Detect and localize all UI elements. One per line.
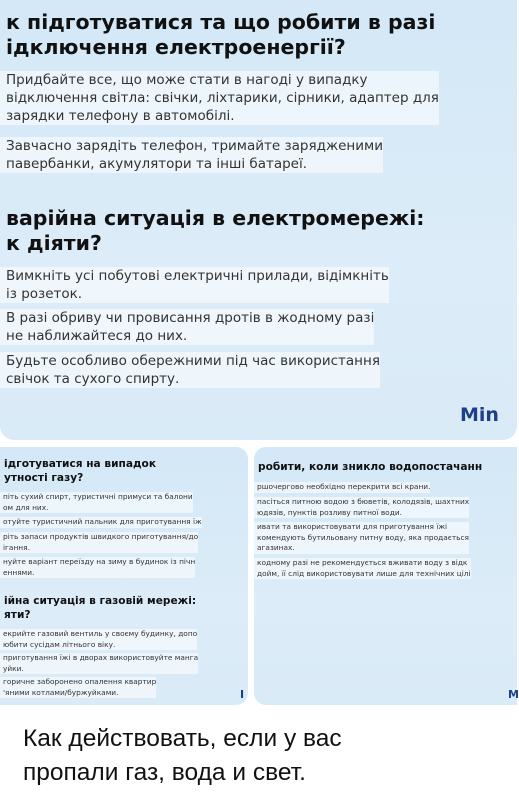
gas-prep-heading-line1: ідготуватися на випадок [4, 458, 157, 470]
grid-emergency-heading-line1: варійна ситуація в електромережі: [6, 206, 425, 230]
tip-candle-safety: Будьте особливо обережними під час використання свічок та сухого спирту. [0, 352, 380, 388]
tip-food-stock: ріть запаси продуктів швидкого приготування/до ігання. [0, 532, 198, 553]
tip-buy-supplies: Придбайте все, що може стати в нагоді у випадку відключення світла: свічки, ліхтарики, сірники, адаптер для зарядки телефону в автомобілі. [0, 71, 439, 125]
gas-emergency-heading-line2: яти? [4, 609, 31, 621]
brand-logo-text: Min [460, 404, 499, 426]
brand-logo-text: I [240, 688, 245, 701]
tip-close-taps: ршочергово необхідно перекрити всі крани. [254, 482, 430, 493]
gas-outage-infographic [0, 447, 248, 705]
outage-prep-heading-line1: к підготуватися та що робити в разі [6, 10, 436, 34]
brand-logo-text: M [508, 688, 519, 701]
gas-emergency-heading-line1: ійна ситуація в газовій мережі: [4, 595, 197, 607]
tip-avoid-wires: В разі обриву чи провисання дротів в жодному разі не наближайтеся до них. [0, 309, 374, 345]
tip-relocate-winter: нуйте варіант переїзду на зиму в будинок із пічн еннями. [0, 557, 195, 578]
water-outage-heading: робити, коли зникло водопостачанн [258, 461, 483, 473]
tip-camping-burner: отуйте туристичний пальник для приготування їж [0, 517, 202, 528]
outage-prep-heading-line2: ідключення електроенергії? [6, 35, 346, 59]
tip-close-gas-valve: екрийте газовий вентиль у своєму будинку, допо юбити сусідам літнього віку. [0, 629, 197, 650]
post-caption: Как действовать, если у вас пропали газ, вода и свет. [23, 725, 342, 786]
tip-charge-devices: Завчасно зарядіть телефон, тримайте зарядженими павербанки, акумулятори та інші батареї. [0, 137, 383, 173]
water-outage-infographic [254, 447, 517, 705]
grid-emergency-heading-line2: к діяти? [6, 231, 102, 255]
tip-dry-fuel: піть сухий спирт, туристичні примуси та балони ом для них. [0, 492, 193, 513]
tip-bottled-water: ивати та використовувати для приготування їжі комендують бутильовану питну воду, яка продається агазинах. [254, 522, 469, 554]
tip-outdoor-grill: приготування їжі в дворах використовуйте манга уйки. [0, 653, 198, 674]
tip-open-water-warning: кодному разі не рекомендується вживати воду з відк дойм, її слід використовувати лише для технічних цілі [254, 558, 471, 579]
gas-prep-heading-line2: утності газу? [4, 472, 84, 484]
tip-stock-water: пасіться питною водою з бюветів, колодязів, шахтних юдязів, пунктів розливу питної води. [254, 497, 469, 518]
tip-no-stove-heating: горичне заборонено опалення квартир 'яними котлами/буржуйками. [0, 677, 156, 698]
tip-unplug-appliances: Вимкніть усі побутові електричні прилади, відімкніть із розеток. [0, 267, 389, 303]
